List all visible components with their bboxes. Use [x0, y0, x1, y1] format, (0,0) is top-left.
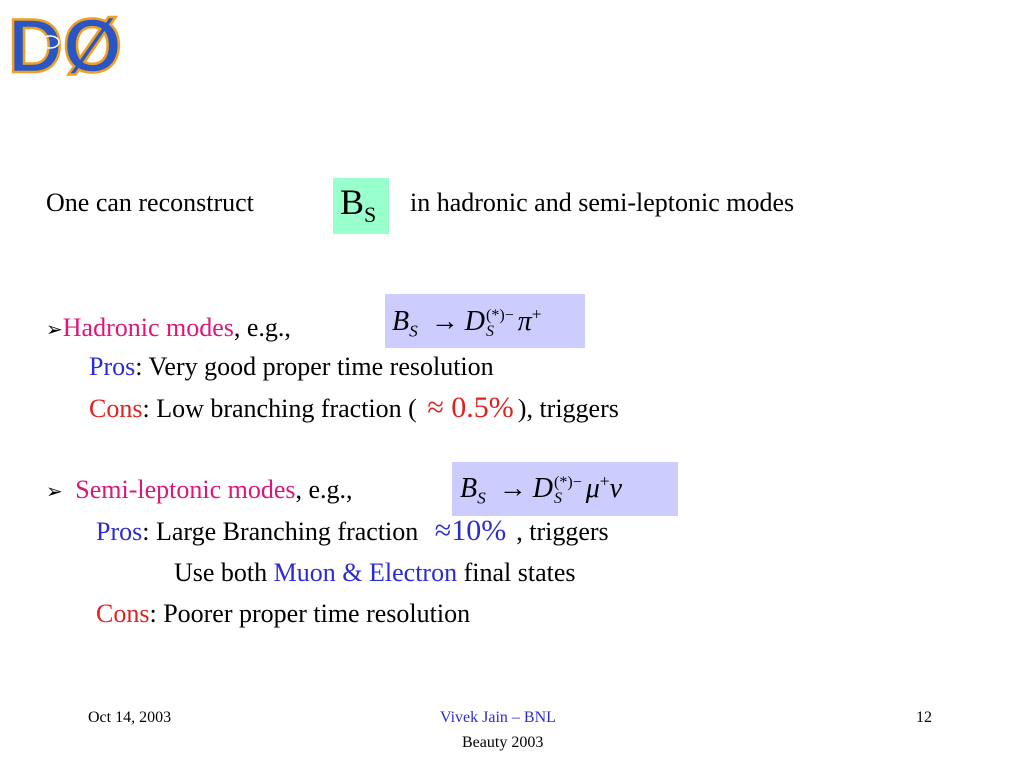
intro-prefix: One can reconstruct: [46, 188, 254, 217]
hadronic-pros: Pros: Very good proper time resolution: [89, 352, 494, 381]
footer-event: Beauty 2003: [462, 734, 544, 751]
semileptonic-pros: Pros: Large Branching fraction ≈10% , triggers: [96, 514, 609, 547]
bs-symbol: $B_S$: [340, 182, 377, 228]
footer-date: Oct 14, 2003: [88, 709, 172, 726]
hadronic-cons: Cons: Low branching fraction ( ≈ 0.5% ), triggers: [89, 391, 619, 424]
hadronic-heading: ➢Hadronic modes, e.g.,: [46, 313, 291, 342]
semileptonic-branching-value: ≈10%: [434, 514, 507, 547]
intro-suffix: in hadronic and semi-leptonic modes: [410, 188, 795, 217]
footer-author: Vivek Jain – BNL: [440, 709, 556, 726]
hadronic-branching-value: ≈ 0.5%: [427, 391, 514, 424]
semileptonic-use-both: Use both Muon & Electron final states: [174, 558, 576, 587]
semileptonic-formula: $B_S \to D$ (*)− S μ+ν: [460, 471, 623, 508]
logo-text: DØ: [8, 4, 122, 80]
d0-logo: [6, 4, 156, 80]
hadronic-formula: $B_S \to D$ (*)− S π+: [392, 304, 542, 341]
semileptonic-cons: Cons: Poorer proper time resolution: [96, 599, 471, 628]
page-number: 12: [916, 709, 932, 726]
semileptonic-heading: ➢ Semi-leptonic modes, e.g.,: [46, 475, 353, 504]
bullet-arrow-icon: ➢: [46, 317, 63, 341]
bullet-arrow-icon: ➢: [46, 479, 63, 503]
